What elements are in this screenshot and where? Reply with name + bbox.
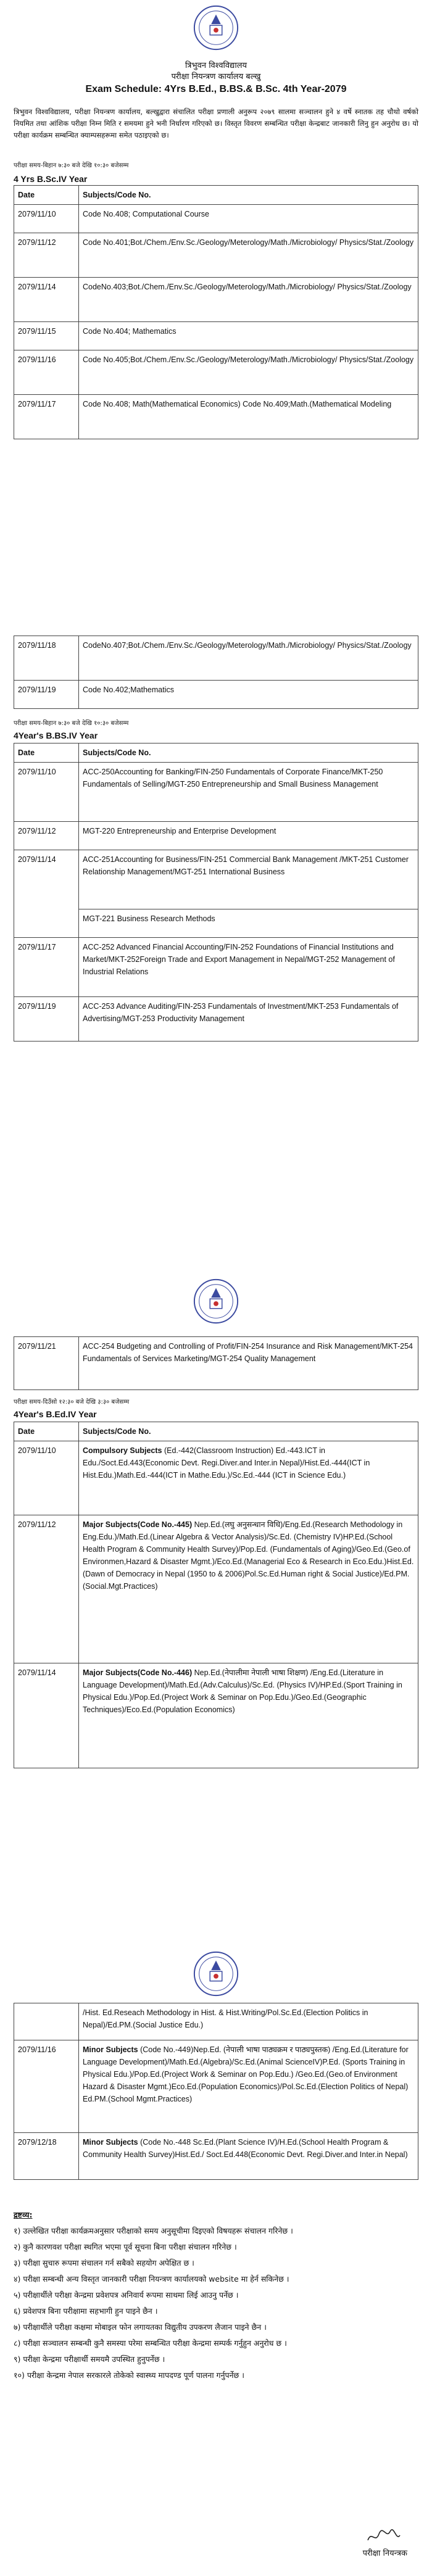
row-date: 2079/11/10 [14,205,79,233]
instruction-item: ८) परीक्षा सञ्चालन सम्बन्धी कुनै समस्या परेमा सम्बन्धित परीक्षा केन्द्रमा सम्पर्क गर्नुहुन अनुरोध छ । [14,2338,287,2348]
row-subject: Nep.Ed.(लघु अनुसन्धान विधि)/Eng.Ed.(Research Methodology in Eng.Edu.)/Math.Ed.(Linear Algebra & Vector Analysis)/Sc.Ed. (Chemistry IV)HP.Ed.(School Health Program & Community Health Survey)/Pop.Ed. (Fundamentals of Aging)/Geo.Ed.(Geo.of Environmen,Hazard & Disaster Mgmt.)/Eco.Ed.(Managerial Eco & Research in Eco.Edu.)Hist.Ed.(Dawn of Democracy in Nepal (1950 to & 2006)Pol.Sc.Ed.Human right & Social Justice)/Ed.PM. (Social.Mgt.Practices) [83,1520,414,1591]
table-row [14,763,418,822]
row-label: Major Subjects(Code No.-445) [83,1520,193,1529]
row-subject-cell [79,2133,418,2180]
instruction-item: ७) परीक्षार्थीले परीक्षा कक्षमा मोबाइल फोन लगायतका विद्युतीय उपकरण लैजान पाइने छैन । [14,2322,267,2332]
table-row [14,1441,418,1515]
instruction-item: ५) परीक्षार्थीले परीक्षा केन्द्रमा प्रवेशपत्र अनिवार्य रूपमा साथमा लिई आउनु पर्नेछ । [14,2290,239,2300]
row-date: 2079/11/18 [14,636,79,681]
instruction-item: ९) परीक्षा केन्द्रमा परीक्षार्थी समयमै उपस्थित हुनुपर्नेछ । [14,2354,165,2364]
table-row [14,1515,418,1663]
row-date: 2079/11/15 [14,322,79,350]
table-row [14,278,418,322]
instruction-item: २) कुनै कारणवश परीक्षा स्थगित भएमा पूर्व सूचना बिना परीक्षा संचालन गरिनेछ । [14,2242,237,2251]
table-header-row [14,186,418,205]
page-3 [0,1277,432,1956]
row-date: 2079/11/17 [14,938,79,997]
table-row [14,350,418,395]
table-row [14,395,418,439]
row-label: Compulsory Subjects [83,1446,162,1455]
table-row [14,2003,418,2040]
row-subject: CodeNo.407;Bot./Chem./Env.Sc./Geology/Meterology/Math./Microbiology/ Physics/Stat./Zoology [79,636,418,681]
table-row [14,822,418,850]
row-subject: ACC-253 Advance Auditing/FIN-253 Fundamentals of Investment/MKT-253 Fundamentals of Advertising/MGT-253 Productivity Management [79,997,418,1042]
row-date: 2079/11/14 [14,278,79,322]
row-subject: (Code No.-448 Sc.Ed.(Plant Science IV)/H.Ed.(School Health Program & Community Health Survey)Hist.Ed./ Soct.Ed.448(Economic Devt. Regi.Diver.and Inter.in Nepal) [83,2138,408,2159]
row-date: 2079/11/19 [14,997,79,1042]
table-row [14,1337,418,1390]
row-date: 2079/11/14 [14,850,79,909]
instructions-block [14,2209,418,2385]
signature-icon [365,2527,402,2545]
table-row [14,636,418,681]
table-row [14,233,418,278]
row-subject: MGT-220 Entrepreneurship and Enterprise Development [79,822,418,850]
row-date [14,909,79,938]
signature-label: परीक्षा नियन्त्रक [362,2549,407,2558]
row-label: Minor Subjects [83,2045,138,2054]
row-subject: MGT-221 Business Research Methods [79,909,418,938]
column-header-subject: Subjects/Code No. [79,1422,418,1441]
row-date: 2079/11/12 [14,233,79,278]
row-date: 2079/12/18 [14,2133,79,2180]
row-subject-cell [79,1663,418,1768]
row-date: 2079/11/17 [14,395,79,439]
row-subject: ACC-252 Advanced Financial Accounting/FIN-252 Foundations of Financial Institutions and Market/MKT-252Foreign Trade and Export Management in Nepal/MGT-252 Management of Industrial Relations [79,938,418,997]
page-2 [0,636,432,1253]
row-subject: Code No.408; Math(Mathematical Economics) Code No.409;Math.(Mathematical Modeling [79,395,418,439]
bsc-schedule-table-continued [14,636,418,709]
row-subject: /Hist. Ed.Reseach Methodology in Hist. & Hist.Writing/Pol.Sc.Ed.(Election Politics in Nepal)/Ed.PM.(Social Justice Edu.) [79,2003,418,2040]
instruction-item: १) उल्लेखित परीक्षा कार्यक्रमअनुसार परीक्षाको समय अनुसूचीमा दिइएको विषयहरू संचालन गरिनेछ । [14,2226,293,2235]
instruction-item: ३) परीक्षा सुचारु रूपमा संचालन गर्न सबैको सहयोग अपेक्षित छ । [14,2258,194,2267]
bsc-time-note: परीक्षा समय-बिहान ७:३० बजे देखि १०:३० बजेसम्म [14,162,129,169]
bbs-schedule-table-continued [14,1336,418,1390]
bsc-section-title: 4 Yrs B.Sc.IV Year [14,174,88,184]
table-row [14,938,418,997]
column-header-date: Date [14,1422,79,1441]
page-4 [0,1950,432,2576]
row-date: 2079/11/12 [14,1515,79,1663]
table-header-row [14,743,418,763]
instruction-item: ६) प्रवेशपत्र बिना परीक्षामा सहभागी हुन पाइने छैन । [14,2306,158,2316]
row-date: 2079/11/16 [14,350,79,395]
university-name: त्रिभुवन विश्वविद्यालय [185,61,247,70]
row-date: 2079/11/10 [14,763,79,822]
table-row [14,322,418,350]
row-date: 2079/11/16 [14,2040,79,2133]
bed-section-title: 4Year's B.Ed.IV Year [14,1409,97,1419]
page-title: Exam Schedule: 4Yrs B.Ed., B.BS.& B.Sc. 4th Year-2079 [85,84,347,94]
row-date: 2079/11/19 [14,681,79,709]
row-subject: Code No.401;Bot./Chem./Env.Sc./Geology/Meterology/Math./Microbiology/ Physics/Stat./Zoology [79,233,418,278]
tu-logo-icon [192,1950,240,1998]
row-subject: Nep.Ed.(नेपालीमा नेपाली भाषा शिक्षण) /Eng.Ed.(Literature in Language Development)/Math.Ed.(Adv.Calculus)/Sc.Ed. (Physics IV)/HP.Ed.(Sport Training in Physical Edu.)/Pop.Ed.(Project Work & Seminar on Pop.Edu.)/Geo.Ed.(Geographic Techniques)/Eco.Ed.(Population Economics) [83,1668,402,1714]
table-row [14,205,418,233]
intro-paragraph: त्रिभुवन विश्वविद्यालय, परीक्षा नियन्त्रण कार्यालय, बल्खुद्वारा संचालित परीक्षा प्रणाली अनुरूप २०७९ सालमा सञ्चालन हुने ४ वर्षे स्नातक तह चौथो वर्षको नियमित तथा आंशिक परीक्षा निम्न मिति र समयमा हुने भनी निर्धारण गरिएको छ। विस्तृत विवरण सम्बन्धित परीक्षा केन्द्रबाट जानकारी लिनु हुन अनुरोध छ। यो परीक्षा कार्यक्रम सम्बन्धित क्याम्पसहरूमा समेत पठाइएको छ। [14,107,418,139]
table-row [14,2133,418,2180]
table-header-row [14,1422,418,1441]
row-subject: ACC-250Accounting for Banking/FIN-250 Fundamentals of Corporate Finance/MKT-250 Fundamentals of Selling/MGT-250 Entrepreneurship and Small Business Management [79,763,418,822]
row-subject: Code No.402;Mathematics [79,681,418,709]
row-subject: Code No.405;Bot./Chem./Env.Sc./Geology/Meterology/Math./Microbiology/ Physics/Stat./Zoology [79,350,418,395]
row-subject-cell [79,1515,418,1663]
instructions-heading: द्रष्टव्य: [14,2210,33,2219]
row-subject: CodeNo.403;Bot./Chem./Env.Sc./Geology/Meterology/Math./Microbiology/ Physics/Stat./Zoology [79,278,418,322]
column-header-subject: Subjects/Code No. [79,186,418,205]
tu-logo-icon [192,4,240,52]
row-date: 2079/11/21 [14,1337,79,1390]
instruction-item: ४) परीक्षा सम्बन्धी अन्य विस्तृत जानकारी परीक्षा नियन्त्रण कार्यालयको website मा हेर्न सकिनेछ । [14,2274,289,2284]
bed-schedule-table [14,1422,418,1768]
row-subject: Code No.404; Mathematics [79,322,418,350]
column-header-date: Date [14,743,79,763]
row-subject: (Ed.-442(Classroom Instruction) Ed.-443.ICT in Edu./Soct.Ed.443(Economic Devt. Regi.Diver.and Inter.in Nepal)/Hist.Ed.-444(ICT in Hist.Edu.)Math.Ed.-444(ICT in Mathe.Edu.)/Sc.Ed.-444 (ICT in Science Edu.) [83,1446,370,1480]
instruction-item: १०) परीक्षा केन्द्रमा नेपाल सरकारले तोकेको स्वास्थ्य मापदण्ड पूर्ण पालना गर्नुपर्नेछ । [14,2371,245,2380]
row-subject: ACC-254 Budgeting and Controlling of Profit/FIN-254 Insurance and Risk Management/MKT-254 Fundamentals of Services Marketing/MGT-254 Quality Management [79,1337,418,1390]
bed-schedule-table-continued [14,2003,418,2180]
tu-logo-icon [192,1277,240,1325]
office-name: परीक्षा नियन्त्रण कार्यालय बल्खु [171,72,261,81]
column-header-subject: Subjects/Code No. [79,743,418,763]
row-label: Major Subjects(Code No.-446) [83,1668,193,1677]
row-date [14,2003,79,2040]
table-row [14,1663,418,1768]
row-date: 2079/11/14 [14,1663,79,1768]
row-subject-cell [79,1441,418,1515]
row-subject: (Code No.-449)Nep.Ed. (नेपाली भाषा पाठ्यक्रम र पाठ्यपुस्तक) /Eng.Ed.(Literature for Language Development)/Math.Ed.(Algebra)/Sc.Ed.(Animal ScienceIV)P.Ed. (Sports Training in Physical Edu.)/Pop.Ed.(Project Work & Seminar on Pop.Edu.) /Geo.Ed.(Geo.of Environment Hazard & Disaster Mgmt.)Eco.Ed.(Population Economics)/Pol.Sc.Ed.(Election Politics of Nepal) Ed.PM.(School Mgmt.Practices) [83,2045,409,2103]
table-row [14,850,418,909]
table-row [14,2040,418,2133]
row-subject-cell [79,2040,418,2133]
bsc-schedule-table [14,185,418,439]
page-1 [0,0,432,537]
row-subject: Code No.408; Computational Course [79,205,418,233]
table-row [14,909,418,938]
bbs-section-title: 4Year's B.BS.IV Year [14,731,98,740]
table-row [14,997,418,1042]
row-subject: ACC-251Accounting for Business/FIN-251 Commercial Bank Management /MKT-251 Customer Relationship Management/MGT-251 International Business [79,850,418,909]
row-date: 2079/11/12 [14,822,79,850]
bbs-time-note: परीक्षा समय-बिहान ७:३० बजे देखि १०:३० बजेसम्म [14,720,129,727]
row-label: Minor Subjects [83,2138,138,2147]
row-date: 2079/11/10 [14,1441,79,1515]
bed-time-note: परीक्षा समय-दिउँसो १२:३० बजे देखि ३:३० बजेसम्म [14,1399,130,1406]
bbs-schedule-table [14,743,418,1042]
column-header-date: Date [14,186,79,205]
table-row [14,681,418,709]
